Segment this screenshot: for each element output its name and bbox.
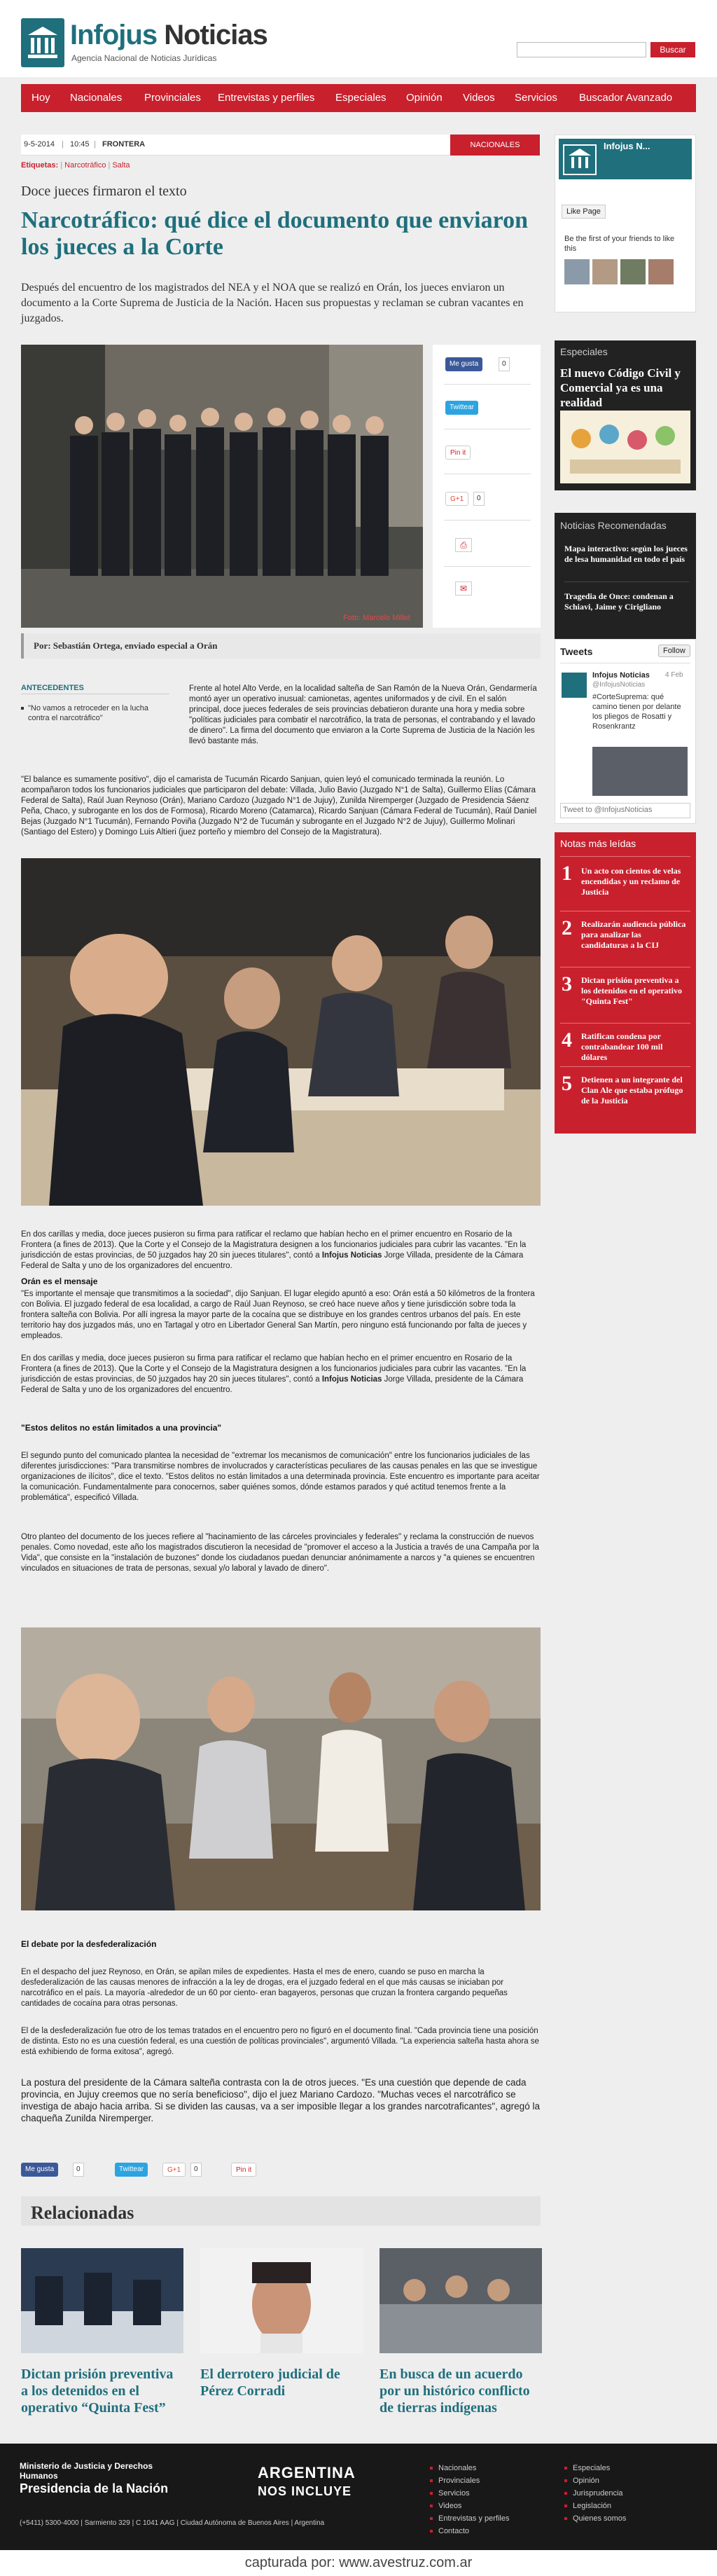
search-input[interactable] xyxy=(517,42,646,57)
footer-link-videos[interactable]: Videos xyxy=(438,2502,462,2510)
article-date: 9-5-2014 xyxy=(24,140,55,149)
nav-hoy[interactable]: Hoy xyxy=(32,92,50,104)
paragraph-3-text-b: Jorge Villada, presidente de la Cámara Federal de Salta y uno de los organizadores del encuentro. xyxy=(21,1251,524,1270)
time-sep: | xyxy=(94,140,96,149)
article-kicker: Doce jueces firmaron el texto xyxy=(21,184,187,199)
recommended-widget xyxy=(555,513,696,639)
related-caption-1[interactable]: Dictan prisión preventiva a los detenidos en el operativo “Quinta Fest” xyxy=(21,2367,174,2416)
logo[interactable] xyxy=(21,18,64,67)
most-read-divider xyxy=(560,1066,690,1067)
share-divider xyxy=(444,384,531,385)
tags: Etiquetas: | Narcotráfico | Salta xyxy=(21,161,130,170)
antecedentes-link-text: "No vamos a retroceder en la lucha contra el narcotráfico" xyxy=(28,704,149,722)
pinterest-button-bottom[interactable]: Pin it xyxy=(231,2163,256,2177)
antecedentes-title: ANTECEDENTES xyxy=(21,684,84,692)
paragraph-5-text-b: Jorge Villada, presidente de la Cámara Federal de Salta y uno de los organizadores del encuentro. xyxy=(21,1375,524,1394)
share-divider xyxy=(444,566,531,567)
footer-nos-incluye: NOS INCLUYE xyxy=(258,2484,352,2498)
tweets-label: Tweets xyxy=(560,646,593,657)
footer-link-entrevistas[interactable]: Entrevistas y perfiles xyxy=(438,2514,510,2523)
most-read-item-2[interactable]: Realizarán audiencia pública para analizar las candidaturas a la CIJ xyxy=(581,919,686,950)
nav-buscador[interactable]: Buscador Avanzado xyxy=(579,92,673,104)
paragraph-5-brand: Infojus Noticias xyxy=(321,1375,382,1384)
article-time: 10:45 xyxy=(70,140,90,149)
most-read-number: 5 xyxy=(562,1072,572,1095)
facebook-like-page-button[interactable]: Like Page xyxy=(562,205,606,219)
date-sep: | xyxy=(62,140,64,149)
footer-link-nacionales[interactable]: Nacionales xyxy=(438,2464,477,2472)
footer-link-jurisprudencia[interactable]: Jurisprudencia xyxy=(573,2489,623,2498)
paragraph-4: "Es importante el mensaje que transmitimos a la sociedad", dijo Sanjuan. El lugar elegido apuntó a eso: Orán está a 50 kilómetros de la frontera con Bolivia. El juzgado federal de esa localidad, a cargo de Raúl Juan Reynoso, se creó hace nueve años y tiene jurisdicción sobre toda la frontera salteña con Bolivia. Por allí ingresa la mayor parte de la cocaína que se distribuye en los grandes centros urbanos del país. En este territorio hay dos juzgados más, uno en Tartagal y otro en Libertador General San Martín, pero ninguno está funcionando por falta de jueces y empleados. xyxy=(21,1290,535,1340)
tweet-to-input[interactable]: Tweet to @InfojusNoticias xyxy=(560,803,690,818)
print-icon[interactable]: ⎙ xyxy=(455,538,472,552)
tags-label: Etiquetas: xyxy=(21,161,59,170)
facebook-fan-avatar xyxy=(592,259,618,284)
most-read-number: 4 xyxy=(562,1028,572,1052)
tweet-image[interactable] xyxy=(592,747,688,796)
search-button[interactable]: Buscar xyxy=(650,42,695,57)
recommended-item-2[interactable]: Tragedia de Once: condenan a Schiavi, Jaime y Cirigliano xyxy=(564,591,674,612)
especiales-image[interactable] xyxy=(560,411,690,483)
most-read-item-4[interactable]: Ratifican condena por contrabandear 100 mil dólares xyxy=(581,1031,663,1062)
tag-narcotrafico[interactable]: Narcotráfico xyxy=(64,161,106,170)
footer-link-opinion[interactable]: Opinión xyxy=(573,2477,599,2485)
footer-link-provinciales[interactable]: Provinciales xyxy=(438,2477,480,2485)
main-nav xyxy=(21,84,696,112)
related-title: Relacionadas xyxy=(31,2203,134,2223)
facebook-like-button-bottom[interactable]: Me gusta xyxy=(21,2163,58,2177)
most-read-item-1[interactable]: Un acto con cientos de velas encendidas y un reclamo de Justicia xyxy=(581,866,681,897)
tweet-date: 4 Feb xyxy=(665,671,683,679)
facebook-like-button[interactable]: Me gusta xyxy=(445,357,482,371)
most-read-number: 3 xyxy=(562,972,572,996)
footer-address: (+5411) 5300-4000 | Sarmiento 329 | C 1041 AAG | Ciudad Autónoma de Buenos Aires | Argentina xyxy=(20,2519,325,2527)
tweet-avatar[interactable] xyxy=(562,673,587,698)
paragraph-9: El de la desfederalización fue otro de los temas tratados en el encuentro pero no figuró en el documento final. "Cada provincia tiene una posición de distinta. Esto no es una cuestión federal, es una cuestión de políticas provinciales", argumentó Villada. "La experiencia salteña hasta ahora se está exhibiendo de forma exitosa", agregó. xyxy=(21,2027,539,2056)
site-title[interactable] xyxy=(70,20,267,51)
paragraph-3-text-a: En dos carillas y media, doce jueces pusieron su firma para ratificar el reclamo que habían hecho en el primer encuentro en Rosario de la Frontera (a fines de 2013). Que la Corte y el Consejo de la Magistratura designen a los funcionarios judiciales para cubrir las vacantes. "En la jurisdicción de estas provincias, de 50 juzgados hay 20 sin jueces titulares", contó a xyxy=(21,1230,527,1260)
paragraph-5 xyxy=(21,1354,541,1396)
especiales-label: Especiales xyxy=(560,346,608,357)
google-plus-count: 0 xyxy=(473,492,485,506)
byline: Por: Sebastián Ortega, enviado especial a Orán xyxy=(21,633,541,659)
recommended-item-1[interactable]: Mapa interactivo: según los jueces de lesa humanidad en todo el país xyxy=(564,544,688,564)
nav-provinciales[interactable]: Provinciales xyxy=(144,92,201,104)
meeting-photo xyxy=(21,858,541,1206)
paragraph-1 xyxy=(189,684,541,747)
facebook-friends-text: Be the first of your friends to like this xyxy=(564,235,675,253)
footer-link-especiales[interactable]: Especiales xyxy=(573,2464,611,2472)
bullet-icon xyxy=(21,707,24,710)
signing-photo xyxy=(21,1627,541,1910)
pinterest-button[interactable]: Pin it xyxy=(445,446,471,460)
twitter-follow-button[interactable]: Follow xyxy=(658,645,690,657)
twitter-share-button-bottom[interactable]: Twittear xyxy=(115,2163,148,2177)
nav-especiales[interactable]: Especiales xyxy=(335,92,387,104)
related-caption-3[interactable]: En busca de un acuerdo por un histórico conflicto de tierras indígenas xyxy=(380,2367,530,2416)
most-read-divider xyxy=(560,856,690,857)
most-read-number: 1 xyxy=(562,862,572,885)
facebook-page-name[interactable]: Infojus N... xyxy=(604,141,650,151)
nav-servicios[interactable]: Servicios xyxy=(515,92,557,104)
footer-link-legislacion[interactable]: Legislación xyxy=(573,2502,612,2510)
photo-credit: Foto: Marcelo Millet xyxy=(343,614,410,622)
article-lead: Después del encuentro de los magistrados del NEA y el NOA que se realizó en Orán, los jueces enviaron un documento a la Corte Suprema de Justicia de la Nación. Hacen sus propuestas y reclaman se cubran vacantes en juzgados. xyxy=(21,282,524,324)
paragraph-2: "El balance es sumamente positivo", dijo el camarista de Tucumán Ricardo Sanjuan, quien leyó el comunicado terminada la reunión. Lo acompañaron todos los funcionarios judiciales que participaron del debate: Villada, Julio Bavio (Juzgado N°1 de Salta), Guillermo Elías (Cámara Federal de Salta), Raúl Juan Reynoso (Orán), Mariano Cardozo (Juzgado N°1 de Jujuy), Zunilda Niremperger (Juzgado de Presidencia Sáenz Peña, Chaco, y subrogante en los dos de Formosa), Ricardo Moreno (Catamarca), Ricardo Sanjuan (Cámara Federal de Tucumán), Raúl Daniel Bejas (Juzgado N°1 Tucumán), Fernando Poviña (Juzgado N°2 de Tucumán y subrogante en el Juzgado N°2 de Jujuy), Guillermo Molinari (Santiago del Estero) y Domingo Luis Altieri (juez porteño y miembro del Consejo de la Magistratura). xyxy=(21,776,537,836)
facebook-fan-avatar xyxy=(564,259,590,284)
columns-icon xyxy=(27,25,59,60)
twitter-share-button[interactable]: Twittear xyxy=(445,401,478,415)
facebook-like-count: 0 xyxy=(499,357,510,371)
google-plus-count-bottom: 0 xyxy=(190,2163,202,2177)
paragraph-5-text-a: En dos carillas y media, doce jueces pusieron su firma para ratificar el reclamo que habían hecho en el primer encuentro en Rosario de la Frontera (a fines de 2013). Que la Corte y el Consejo de la Magistratura designen a los funcionarios judiciales para cubrir las vacantes. "En la jurisdicción de estas provincias, de 50 juzgados hay 20 sin jueces titulares", contó a xyxy=(21,1354,527,1384)
related-caption-2[interactable]: El derrotero judicial de Pérez Corradi xyxy=(200,2367,340,2399)
paragraph-3 xyxy=(21,1230,541,1272)
subhead-oran: Orán es el mensaje xyxy=(21,1276,98,1286)
footer-link-quienes-somos[interactable]: Quienes somos xyxy=(573,2514,627,2523)
nav-opinion[interactable]: Opinión xyxy=(406,92,443,104)
twitter-widget xyxy=(555,639,696,824)
tag-salta[interactable]: Salta xyxy=(112,161,130,170)
paragraph-6: El segundo punto del comunicado plantea la necesidad de "extremar los mecanismos de comunicación" entre los funcionarios judiciales de las diferentes jurisdicciones: "Para transmitirse nombres de involucrados y características peculiares de las causas penales en las que se investigue organizaciones de ilícitos", dice el texto. "Estos delitos no están limitados a una determinada provincia. Este encuentro es importante para aceitar la comunicación. Fundamentalmente para conocernos, saber quiénes somos, dónde estamos parados y qué actitud tenemos frente a la problemática", especificó Villada. xyxy=(21,1452,540,1502)
most-read-number: 2 xyxy=(562,916,572,939)
site-title-b: Noticias xyxy=(164,20,267,50)
footer-presidency[interactable]: Presidencia de la Nación xyxy=(20,2481,169,2495)
most-read-label: Notas más leídas xyxy=(560,838,636,849)
article-headline: Narcotráfico: qué dice el documento que enviaron los jueces a la Corte xyxy=(21,207,528,260)
facebook-fan-avatar xyxy=(620,259,646,284)
related-thumb-3[interactable] xyxy=(380,2248,542,2353)
especiales-title[interactable]: El nuevo Código Civil y Comercial ya es una realidad xyxy=(560,366,681,409)
paragraph-3-brand: Infojus Noticias xyxy=(321,1251,382,1260)
subhead-desfederalizacion: El debate por la desfederalización xyxy=(21,1939,157,1949)
facebook-like-count-bottom: 0 xyxy=(73,2163,84,2177)
nav-nacionales[interactable]: Nacionales xyxy=(70,92,123,104)
facebook-fan-avatar xyxy=(648,259,674,284)
tweet-handle[interactable]: @InfojusNoticias xyxy=(592,681,646,689)
antecedentes-link[interactable] xyxy=(21,703,169,723)
related-thumb-2[interactable] xyxy=(200,2248,363,2353)
paragraph-8: En el despacho del juez Reynoso, en Orán, se apilan miles de expedientes. Hasta el mes de enero, cuando se puso en marcha la desfederalización de las causas menores de infracción a la ley de drogas, era el juzgado federal en el que más causas se iniciaban por narcotráfico en el país. La mayoría -alrededor de un 60 por ciento- eran bagayeros, personas que cruzan la frontera cargando pequeñas cantidades de cocaína para otras personas. xyxy=(21,1968,508,2008)
google-plus-button[interactable]: G+1 xyxy=(445,492,468,506)
share-panel xyxy=(433,345,541,628)
most-read-item-5[interactable]: Detienen a un integrante del Clan Ale que estaba prófugo de la Justicia xyxy=(581,1075,683,1106)
email-icon[interactable]: ✉ xyxy=(455,581,472,595)
main-photo xyxy=(21,345,423,628)
capture-credit: capturada por: www.avestruz.com.ar xyxy=(0,2550,717,2576)
article-section: FRONTERA xyxy=(102,140,146,149)
facebook-avatar xyxy=(563,144,597,175)
most-read-item-3[interactable]: Dictan prisión preventiva a los detenidos en el operativo "Quinta Fest" xyxy=(581,975,682,1006)
subhead-delitos: "Estos delitos no están limitados a una provincia" xyxy=(21,1423,222,1433)
nav-videos[interactable]: Videos xyxy=(463,92,495,104)
footer-link-contacto[interactable]: Contacto xyxy=(438,2527,470,2535)
recommended-divider xyxy=(564,581,689,582)
nav-entrevistas[interactable]: Entrevistas y perfiles xyxy=(218,92,315,104)
paragraph-7: Otro planteo del documento de los jueces refiere al "hacinamiento de las cárceles provinciales y federales" y reclama la construcción de nuevos penales. Como novedad, este año los magistrados discutieron la necesidad de "promover el acceso a la Justicia a través de una Campaña por la Vida", que consiste en la "instalación de buzones" donde los ciudadanos puedan denunciar anónimamente a narcos y "a quienes se encuentren vinculados en situaciones de trata de personas, sexual y/o laboral y lavado de dinero". xyxy=(21,1533,539,1573)
related-thumb-1[interactable] xyxy=(21,2248,183,2353)
paragraph-10: La postura del presidente de la Cámara salteña contrasta con la de otros jueces. "Es una cuestión que depende de cada provincia, en Jujuy creemos que no sería beneficioso", dijo el juez Mariano Cardozo. "Muchas veces el narcotráfico se investiga de abajo hacia arriba. Si se dividen las causas, va a ser imposible llegar a los grandes narcotraficantes", agregó la chaqueña Zunilda Niremperger. xyxy=(21,2077,540,2123)
site-subtitle: Agencia Nacional de Noticias Jurídicas xyxy=(71,53,217,63)
footer-argentina: ARGENTINA xyxy=(258,2464,356,2481)
footer-ministry[interactable]: Ministerio de Justicia y Derechos Humanos xyxy=(20,2461,153,2481)
tweet-text: #CorteSuprema: qué camino tienen por delante los pliegos de Rosatti y Rosenkrantz xyxy=(592,693,681,731)
share-divider xyxy=(444,520,531,521)
section-badge[interactable]: NACIONALES xyxy=(450,135,540,156)
recommended-label: Noticias Recomendadas xyxy=(560,520,667,531)
tweet-user[interactable]: Infojus Noticias xyxy=(592,671,650,680)
footer-link-servicios[interactable]: Servicios xyxy=(438,2489,470,2498)
paragraph-1-text: Frente al hotel Alto Verde, en la localidad salteña de San Ramón de la Nueva Orán, Gendarmería montó ayer un operativo inusual: camionetas, agentes uniformados y de civil. En el salón principal, doce jueces federales de seis provincias debatieron durante una hora y media sobre "políticas judiciales para combatir el narcotráfico, la trata de personas, el contrabando y el lavado de dinero". La firma del documento que enviaron a la Corte Suprema de Justicia de la Nación les llevó bastante más. xyxy=(189,684,537,745)
site-title-a: Infojus xyxy=(70,20,158,50)
google-plus-button-bottom[interactable]: G+1 xyxy=(162,2163,186,2177)
most-read-divider xyxy=(560,1023,690,1024)
